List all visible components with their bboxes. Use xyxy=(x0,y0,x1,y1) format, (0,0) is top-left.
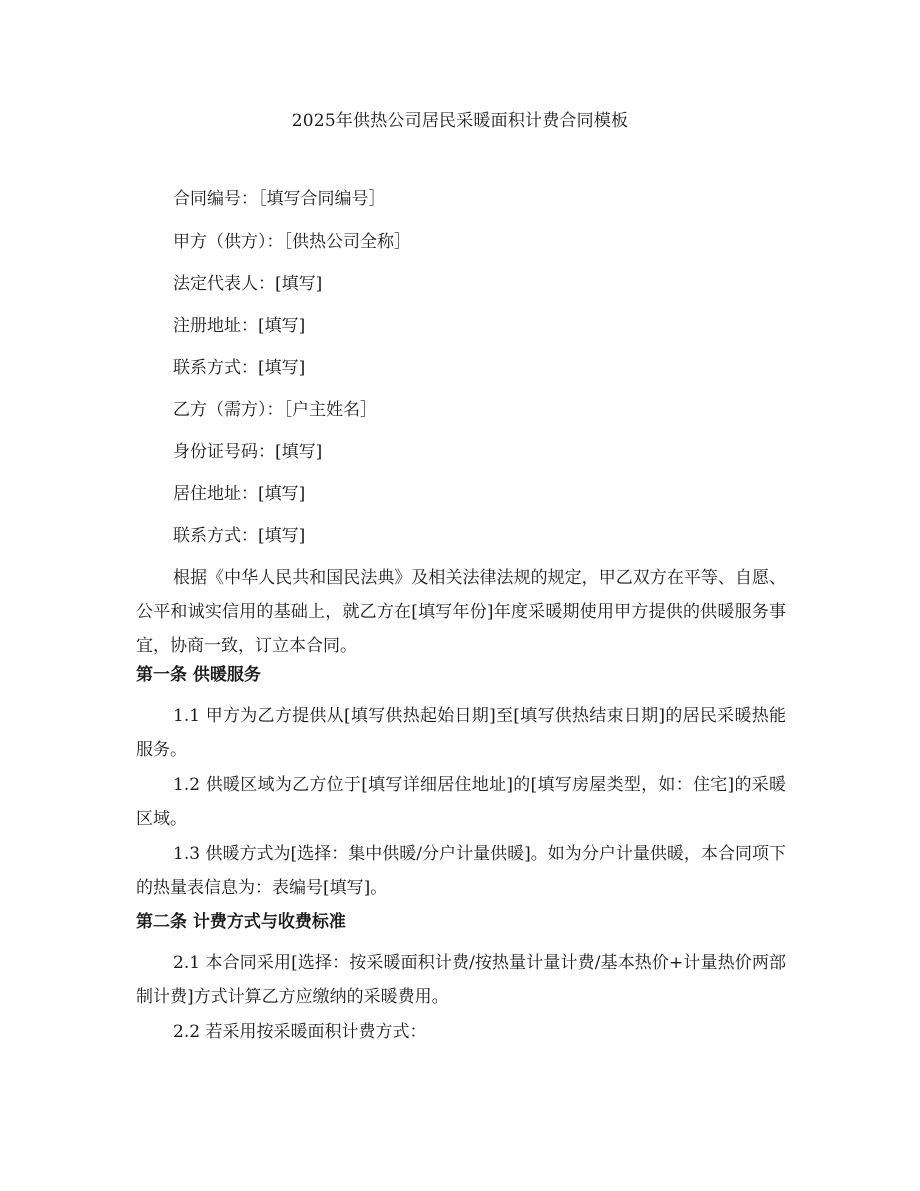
party-a-field: 甲方（供方）：［供热公司全称］ xyxy=(173,232,411,252)
clause-1-3: 1.3 供暖方式为[选择：集中供暖/分户计量供暖]。如为分户计量供暖，本合同项下的热量表信息为：表编号[填写]。 xyxy=(136,844,786,898)
legal-representative-field: 法定代表人：[填写] xyxy=(173,274,323,294)
party-b-field: 乙方（需方）：［户主姓名］ xyxy=(173,400,377,420)
document-title: 2025年供热公司居民采暖面积计费合同模板 xyxy=(291,111,629,131)
article-2-heading: 第二条 计费方式与收费标准 xyxy=(136,912,346,932)
clause-1-1: 1.1 甲方为乙方提供从[填写供热起始日期]至[填写供热结束日期]的居民采暖热能服务。 xyxy=(136,706,786,760)
intro-paragraph: 根据《中华人民共和国民法典》及相关法律法规的规定，甲乙双方在平等、自愿、公平和诚实信用的基础上，就乙方在[填写年份]年度采暖期使用甲方提供的供暖服务事宜，协商一致，订立本合同。 xyxy=(136,568,786,656)
clause-2-1: 2.1 本合同采用[选择：按采暖面积计费/按热量计量计费/基本热价+计量热价两部制计费]方式计算乙方应缴纳的采暖费用。 xyxy=(136,953,786,1007)
clause-1-2: 1.2 供暖区域为乙方位于[填写详细居住地址]的[填写房屋类型，如：住宅]的采暖区域。 xyxy=(136,775,786,829)
registered-address-field: 注册地址：[填写] xyxy=(173,316,306,336)
party-b-contact-field: 联系方式：[填写] xyxy=(173,526,306,546)
contract-number-field: 合同编号：［填写合同编号］ xyxy=(173,189,386,209)
article-1-heading: 第一条 供暖服务 xyxy=(136,665,261,685)
clause-2-2: 2.2 若采用按采暖面积计费方式： xyxy=(173,1022,427,1042)
party-a-contact-field: 联系方式：[填写] xyxy=(173,358,306,378)
residence-address-field: 居住地址：[填写] xyxy=(173,484,306,504)
id-number-field: 身份证号码：[填写] xyxy=(173,442,323,462)
